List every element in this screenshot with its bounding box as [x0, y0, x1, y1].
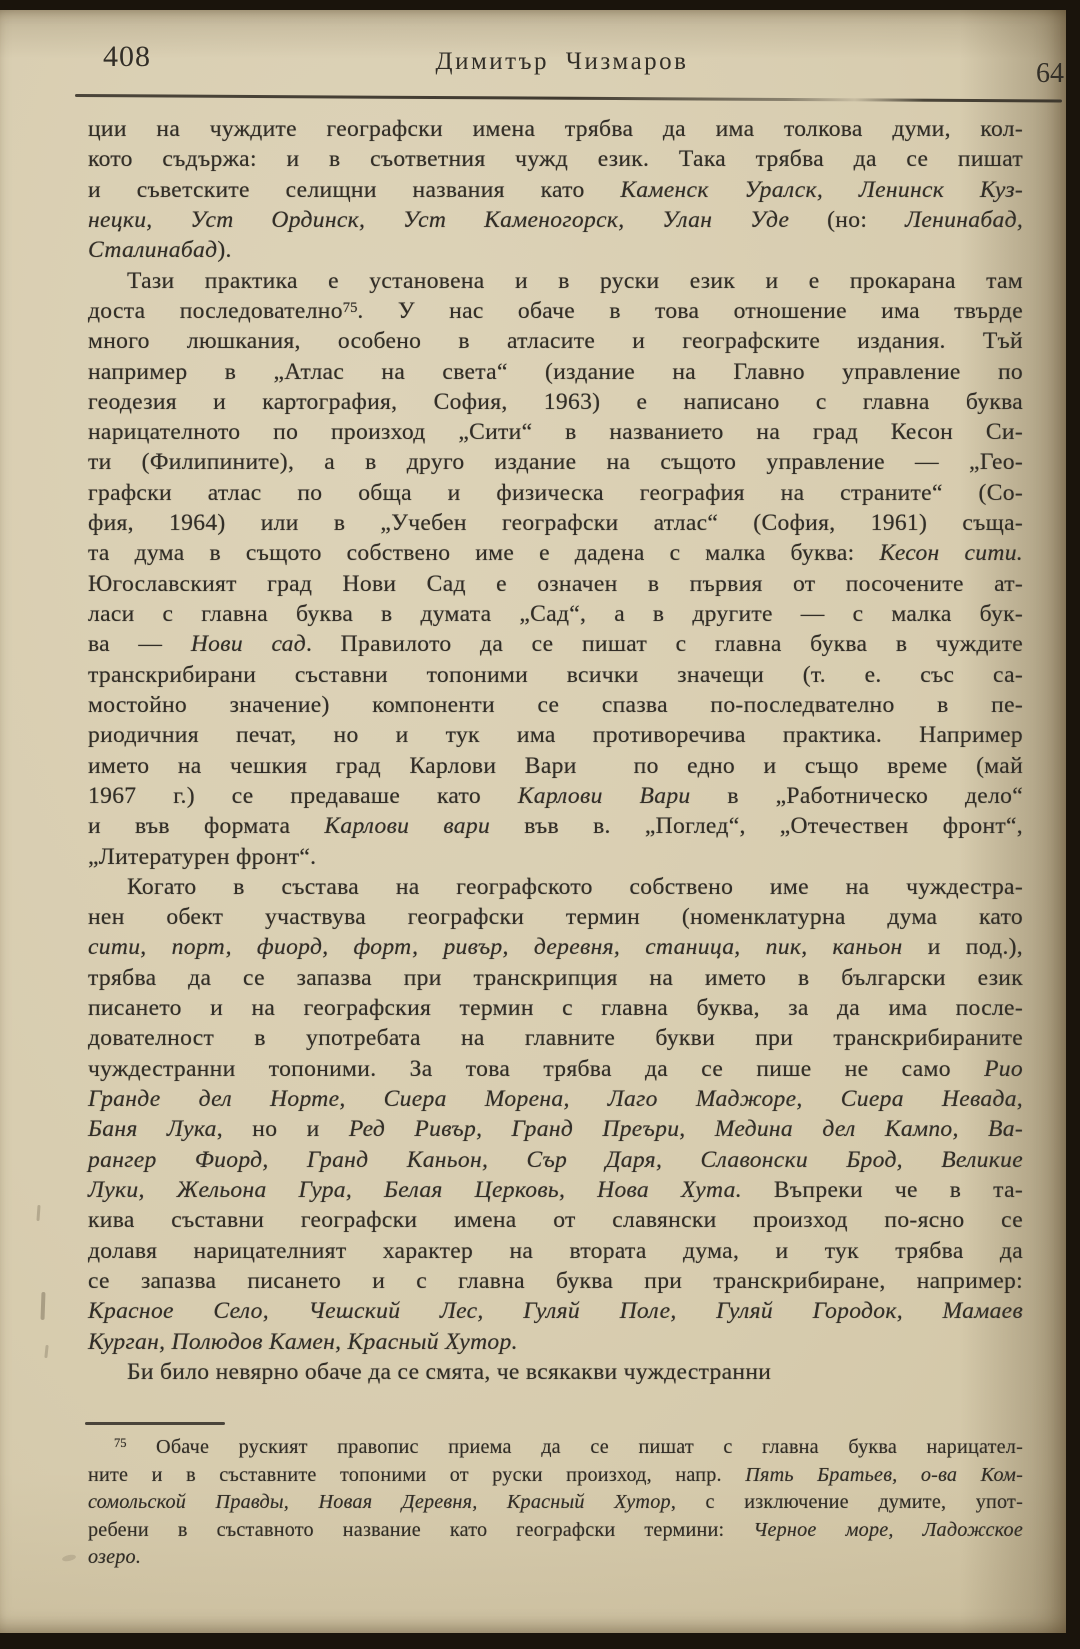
- text-segment: името на чешкия град Карлови Вари по едно и също време (май: [88, 752, 1023, 779]
- italic-text-segment: озеро.: [88, 1546, 142, 1569]
- text-line: [88, 1114, 1023, 1144]
- text-line: [88, 842, 1023, 872]
- text-line: [88, 1517, 1023, 1545]
- text-line: [88, 1462, 1023, 1490]
- text-line: [88, 569, 1023, 599]
- italic-text-segment: Кесон сити.: [879, 540, 1023, 567]
- footnote: [88, 1434, 1023, 1572]
- text-segment: Въпреки че в та-: [741, 1176, 1024, 1203]
- page-number-left: 408: [103, 40, 151, 73]
- text-segment: „Литературен фронт“.: [88, 843, 317, 870]
- text-segment: ти (Филипините), а в друго издание на същото управление — „Гео-: [88, 449, 1023, 476]
- text-line: [88, 144, 1023, 174]
- text-segment: и под.),: [902, 934, 1023, 961]
- text-line: [88, 296, 1023, 326]
- text-line: [88, 1266, 1023, 1296]
- text-segment: ).: [217, 237, 232, 264]
- header-rule: [75, 94, 1062, 103]
- italic-text-segment: Рио: [984, 1055, 1023, 1082]
- text-segment: доста последователно: [88, 297, 343, 324]
- text-segment: в „Работническо дело“: [690, 782, 1024, 809]
- italic-text-segment: Красное Село, Чешский Лес, Гуляй Поле, Гуляй Городок, Мамаев: [88, 1298, 1023, 1325]
- italic-text-segment: сити, порт, фиорд, форт, ривър, деревня, станица, пик, каньон: [88, 934, 903, 961]
- text-segment: 1967 г.) се предаваше като: [88, 782, 518, 809]
- italic-text-segment: Курган, Полюдов Камен, Красный Хутор.: [88, 1328, 518, 1355]
- text-line: [88, 1544, 1023, 1572]
- italic-text-segment: рангер Фиорд, Гранд Каньон, Сър Даря, Славонски Брод, Великие: [88, 1146, 1023, 1173]
- text-segment: . У нас обаче в това отношение има твърде: [357, 297, 1023, 324]
- italic-text-segment: сомольской Правды, Новая Деревня, Красный Хутор: [88, 1491, 671, 1514]
- text-line: [88, 690, 1023, 720]
- italic-text-segment: Нови сад: [190, 631, 306, 658]
- footnote-reference: 75: [114, 1436, 127, 1450]
- text-segment: много люшкания, особено в атласите и географските издания. Тъй: [88, 328, 1023, 355]
- text-segment: и във формата: [88, 813, 325, 840]
- text-segment: кива съставни географски имена от славянски произход по-ясно се: [88, 1207, 1023, 1234]
- text-line: [88, 660, 1023, 690]
- margin-scan-mark: [36, 1205, 40, 1221]
- text-segment: нарицателното по произход „Сити“ в названието на град Кесон Си-: [88, 419, 1023, 446]
- footnote-reference: 75: [342, 299, 358, 316]
- text-segment: например в „Атлас на света“ (издание на Главно управление по: [88, 358, 1023, 385]
- text-line: [88, 1205, 1023, 1235]
- text-line: [88, 720, 1023, 750]
- text-segment: във в. „Поглед“, „Отечествен фронт“,: [490, 813, 1024, 840]
- text-segment: се запазва писането и с главна буква при транскрибиране, например:: [88, 1267, 1023, 1294]
- text-segment: та дума в същото собствено име е дадена с малка буква:: [88, 540, 880, 567]
- text-segment: трябва да се запазва при транскрипция на името в български език: [88, 964, 1023, 991]
- italic-text-segment: Карлови Вари: [517, 782, 691, 809]
- body-text: [88, 114, 1023, 1387]
- text-segment: риодичния печат, но и тук има противоречива практика. Например: [88, 722, 1023, 749]
- paragraph: [88, 266, 1023, 872]
- text-segment: Тази практика е установена и в руски език и е прокарана там: [127, 267, 1023, 294]
- text-segment: чуждестранни топоними. За това трябва да се пише не само: [88, 1055, 985, 1082]
- italic-text-segment: Сталинабад: [88, 237, 218, 264]
- text-segment: мостойно значение) компоненти се спазва по-последвателно в пе-: [88, 691, 1023, 718]
- text-line: [88, 1296, 1023, 1326]
- text-segment: ните и в съставните топоними от руски произход, напр.: [88, 1463, 746, 1486]
- text-segment: ции на чуждите географски имена трябва да има толкова думи, кол-: [88, 116, 1023, 142]
- text-segment: ва —: [88, 631, 191, 658]
- text-line: [88, 599, 1023, 629]
- text-line: [88, 629, 1023, 659]
- text-segment: Когато в състава на географското собствено име на чуждестра-: [127, 873, 1023, 900]
- text-segment: дователност в употребата на главните букви при транскрибираните: [88, 1025, 1023, 1052]
- text-line: [88, 1023, 1023, 1053]
- text-segment: графски атлас по обща и физическа география на страните“ (Со-: [88, 479, 1023, 506]
- text-line: [88, 1054, 1023, 1084]
- text-line: [88, 357, 1023, 387]
- text-segment: кото съдържа: и в съответния чужд език. Така трябва да се пишат: [88, 146, 1023, 173]
- text-segment: транскрибирани съставни топоними всички значещи (т. е. със са-: [88, 661, 1023, 688]
- text-segment: ребени в съставното название като географски термини:: [88, 1518, 754, 1541]
- text-line: [88, 1357, 1023, 1387]
- text-line: [88, 508, 1023, 538]
- text-line: [88, 781, 1023, 811]
- paragraph: [88, 1357, 1023, 1387]
- text-line: [88, 175, 1023, 205]
- italic-text-segment: Пять Братьев, о-ва Ком-: [745, 1463, 1023, 1486]
- text-line: [88, 932, 1023, 962]
- text-line: [88, 266, 1023, 296]
- text-segment: Обаче руският правопис приема да се пишат с главна буква нарицател-: [126, 1436, 1023, 1458]
- text-segment: Югославският град Нови Сад е означен в първия от посочените ат-: [88, 570, 1023, 597]
- text-segment: нен обект участвува географски термин (номенклатурна дума като: [88, 904, 1023, 931]
- text-line: [88, 872, 1023, 902]
- text-line: [88, 114, 1023, 144]
- text-line: [88, 387, 1023, 417]
- text-line: [88, 1434, 1023, 1462]
- text-line: [88, 326, 1023, 356]
- italic-text-segment: Ленинабад,: [905, 206, 1024, 233]
- italic-text-segment: Баня Лука: [88, 1116, 217, 1143]
- margin-scan-mark: [62, 1554, 77, 1563]
- text-segment: писането и на географския термин с главна буква, за да има после-: [88, 995, 1023, 1022]
- text-segment: Би било невярно обаче да се смята, че всякакви чуждестранни: [127, 1358, 772, 1385]
- text-segment: и съветските селищни названия като: [88, 176, 621, 203]
- text-line: [88, 902, 1023, 932]
- paragraph: [88, 114, 1023, 266]
- text-line: [88, 1084, 1023, 1114]
- text-line: [88, 235, 1023, 265]
- paragraph: [88, 1434, 1023, 1572]
- italic-text-segment: нецки, Уст Ординск, Уст Каменогорск, Улан Уде: [88, 206, 790, 233]
- italic-text-segment: Карлови вари: [324, 813, 491, 840]
- text-segment: , но и: [216, 1116, 349, 1143]
- italic-text-segment: Черное море, Ладожское: [753, 1518, 1023, 1541]
- italic-text-segment: Ред Ривър, Гранд Преъри, Медина дел Кампо, Ва-: [348, 1116, 1023, 1143]
- text-segment: , с изключение думите, упот-: [670, 1491, 1023, 1514]
- text-segment: (но:: [789, 206, 906, 233]
- paragraph: [88, 872, 1023, 1357]
- text-line: [88, 478, 1023, 508]
- page-number-right-clipped: 64: [1036, 58, 1064, 89]
- italic-text-segment: Каменск Уралск, Ленинск Куз-: [620, 176, 1023, 203]
- text-line: [88, 963, 1023, 993]
- text-line: [88, 447, 1023, 477]
- text-line: [88, 751, 1023, 781]
- italic-text-segment: Гранде дел Норте, Сиера Морена, Лаго Маджоре, Сиера Невада,: [88, 1086, 1023, 1112]
- text-line: [88, 993, 1023, 1023]
- page-paper: [0, 10, 1066, 1633]
- text-line: [88, 538, 1023, 568]
- margin-scan-mark: [41, 1292, 46, 1320]
- text-line: [88, 1145, 1023, 1175]
- running-title: Димитър Чизмаров: [435, 48, 689, 75]
- text-line: [88, 1175, 1023, 1205]
- text-line: [88, 1327, 1023, 1357]
- text-segment: ласи с главна буква в думата „Сад“, а в другите — с малка бук-: [88, 601, 1023, 627]
- text-line: [88, 811, 1023, 841]
- margin-scan-mark: [44, 1345, 48, 1358]
- text-line: [88, 1236, 1023, 1266]
- text-segment: геодезия и картография, София, 1963) е написано с главна буква: [88, 388, 1023, 415]
- footnote-separator-rule: [85, 1422, 225, 1425]
- text-line: [88, 417, 1023, 447]
- text-segment: фия, 1964) или в „Учебен географски атлас“ (София, 1961) съща-: [88, 510, 1023, 537]
- italic-text-segment: Луки, Жельона Гура, Белая Церковь, Нова Хута.: [88, 1176, 742, 1203]
- text-segment: . Правилото да се пишат с главна буква в чуждите: [305, 631, 1023, 658]
- text-line: [88, 1489, 1023, 1517]
- text-line: [88, 205, 1023, 235]
- text-segment: долавя нарицателният характер на втората дума, и тук трябва да: [88, 1237, 1023, 1264]
